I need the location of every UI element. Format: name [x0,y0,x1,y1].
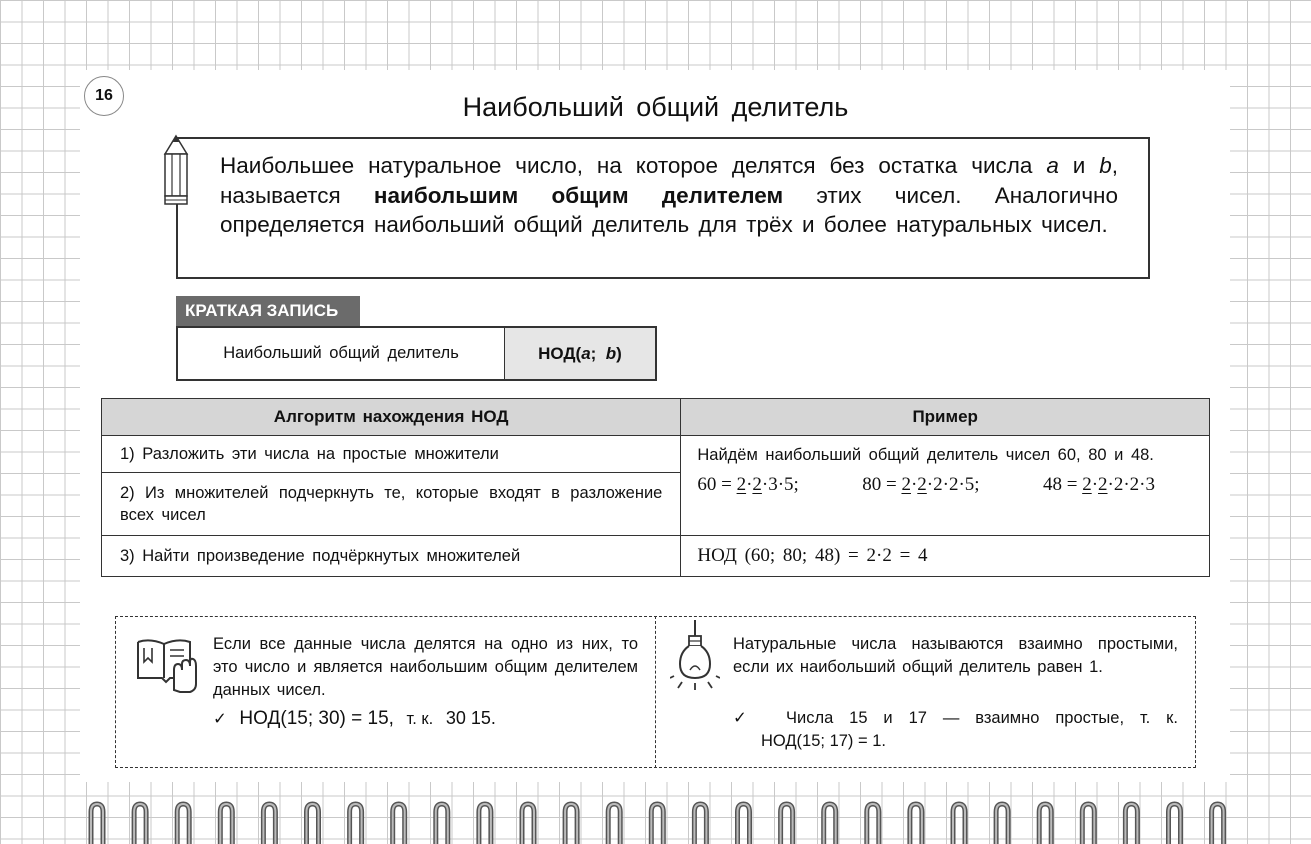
var-b: b [1099,153,1112,178]
algorithm-step-1: 1) Разложить эти числа на простые множители [102,436,681,473]
brief-notation-table [176,326,657,381]
factorization-48: 48 = 2·2·2·2·3 [1042,474,1155,495]
example-result: НОД (60; 80; 48) = 2·2 = 4 [681,536,1210,577]
spiral-ring [134,804,146,844]
spiral-ring [651,804,663,844]
spiral-ring [263,804,275,844]
definition-text: Наибольшее натуральное число, на которое делятся без остатка числа a и b, называется наибольшим общим делителем этих чисел. Аналогично определяется наибольший общий делитель для трёх и более натуральных чисел. [220,153,1118,237]
spiral-ring [1169,804,1181,844]
factorization-80: 80 = 2·2·2·2·5; [862,474,980,495]
spiral-ring [824,804,836,844]
spiral-ring [307,804,319,844]
spiral-ring [393,804,405,844]
spiral-ring [738,804,750,844]
spiral-ring [867,804,879,844]
algorithm-step-3: 3) Найти произведение подчёркнутых множителей [102,536,681,577]
spiral-ring [953,804,965,844]
example-factorization [681,436,1210,536]
note-right-example: ✓ Числа 15 и 17 — взаимно простые, т. к. НОД(15; 17) = 1. [733,709,1178,750]
brief-notation: НОД( a ; b ) [505,328,655,379]
notes-divider [655,616,656,768]
var-a: a [1046,153,1059,178]
lightbulb-icon [670,620,720,694]
spiral-ring [1125,804,1137,844]
factorization-60: 60 = 2·2·3·5; [697,474,799,495]
pencil-icon [160,134,192,208]
note-left-example: ✓ НОД(15; 30) = 15, т. к. 30 15. [213,708,496,729]
spiral-ring [1212,804,1224,844]
spiral-ring [694,804,706,844]
brief-label: Наибольший общий делитель [178,328,505,379]
example-header: Пример [681,399,1210,436]
spiral-ring [177,804,189,844]
checkmark-icon: ✓ [213,710,227,728]
spiral-ring [91,804,103,844]
spiral-ring [996,804,1008,844]
definition-term: наибольшим общим делителем [373,182,784,208]
note-right-text: Натуральные числа называются взаимно простыми, если их наибольший общий делитель равен 1. [733,635,1178,676]
algorithm-table [101,398,1210,577]
spiral-ring [350,804,362,844]
spiral-binding [0,800,1311,844]
spiral-ring [436,804,448,844]
spiral-ring [781,804,793,844]
checkmark-icon: ✓ [733,709,755,727]
factorization-line [697,474,1193,496]
book-pointing-hand-icon [134,634,198,694]
spiral-ring [565,804,577,844]
note-left-text: Если все данные числа делятся на одно из них, то это число и является наибольшим общим делителем данных чисел. [213,635,638,699]
page-title: Наибольший общий делитель [462,92,849,122]
spiral-ring [1039,804,1051,844]
spiral-ring [522,804,534,844]
spiral-ring [1082,804,1094,844]
algorithm-step-2: 2) Из множителей подчеркнуть те, которые входят в разложение всех чисел [102,473,681,536]
example-intro: Найдём наибольший общий делитель чисел 60, 80 и 48. [697,446,1154,464]
page-number: 16 [84,76,124,116]
spiral-ring [220,804,232,844]
spiral-ring [608,804,620,844]
spiral-ring [910,804,922,844]
algorithm-header: Алгоритм нахождения НОД [102,399,681,436]
brief-notation-header: КРАТКАЯ ЗАПИСЬ [176,296,360,326]
spiral-ring [479,804,491,844]
